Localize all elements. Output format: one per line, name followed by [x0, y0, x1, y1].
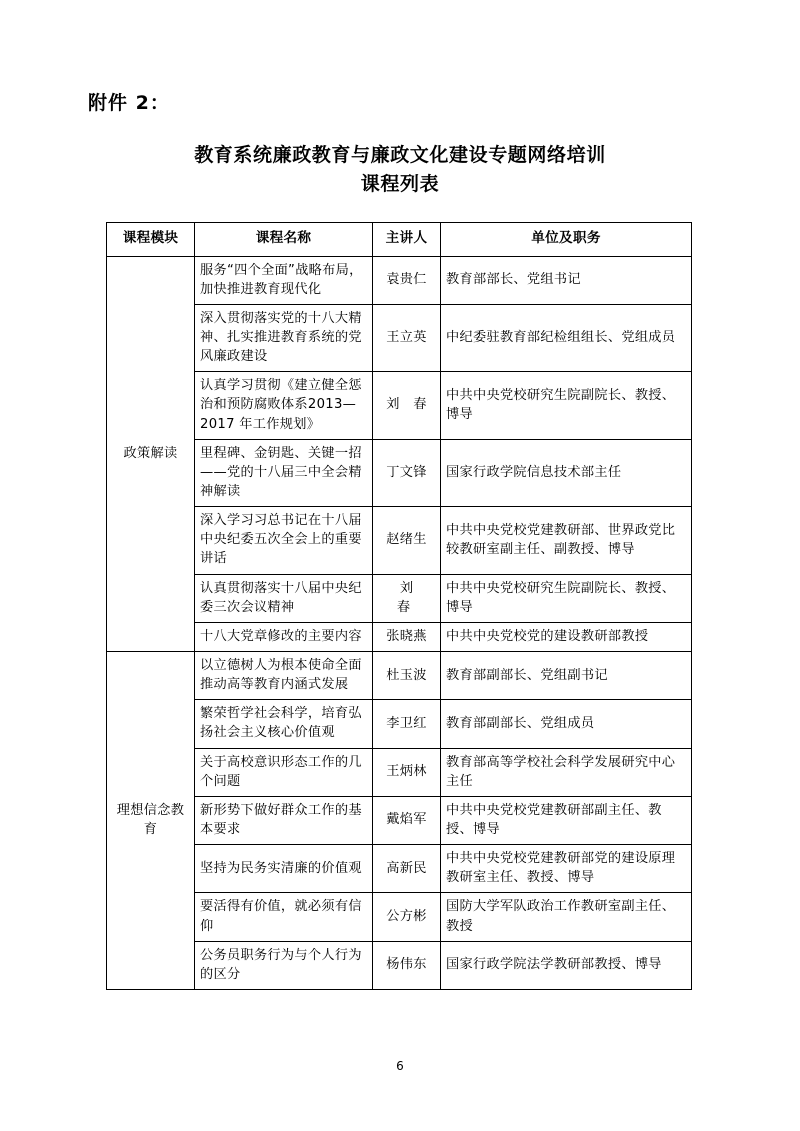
table-row: [107, 304, 692, 371]
speaker-cell: 袁贵仁: [373, 256, 441, 304]
unit-cell: 中共中央党校党的建设教研部教授: [441, 622, 692, 651]
speaker-cell: 戴焰军: [373, 796, 441, 844]
table-row: [107, 748, 692, 796]
table-row: [107, 845, 692, 893]
course-name-cell: 深入贯彻落实党的十八大精神、扎实推进教育系统的党风廉政建设: [195, 304, 373, 371]
speaker-cell: 杨伟东: [373, 941, 441, 989]
course-name-cell: 坚持为民务实清廉的价值观: [195, 845, 373, 893]
unit-cell: 中共中央党校党建教研部副主任、教授、博导: [441, 796, 692, 844]
column-header-unit: 单位及职务: [441, 222, 692, 256]
course-name-cell: 服务“四个全面”战略布局，加快推进教育现代化: [195, 256, 373, 304]
speaker-cell: 赵绪生: [373, 507, 441, 574]
speaker-cell: 李卫红: [373, 700, 441, 748]
course-name-cell: 要活得有价值，就必须有信仰: [195, 893, 373, 941]
course-name-cell: 深入学习习总书记在十八届中央纪委五次全会上的重要讲话: [195, 507, 373, 574]
unit-cell: 国家行政学院法学教研部教授、博导: [441, 941, 692, 989]
table-header-row: [107, 222, 692, 256]
table-row: [107, 372, 692, 439]
unit-cell: 教育部副部长、党组成员: [441, 700, 692, 748]
unit-cell: 中共中央党校研究生院副院长、教授、博导: [441, 372, 692, 439]
module-cell: 政策解读: [107, 256, 195, 651]
table-row: [107, 651, 692, 699]
module-cell: 理想信念教育: [107, 651, 195, 989]
page-title-line2: 课程列表: [360, 173, 440, 196]
table-row: [107, 256, 692, 304]
speaker-cell: 公方彬: [373, 893, 441, 941]
table-row: [107, 622, 692, 651]
unit-cell: 中共中央党校党建教研部、世界政党比较教研室副主任、副教授、博导: [441, 507, 692, 574]
unit-cell: 国防大学军队政治工作教研室副主任、教授: [441, 893, 692, 941]
speaker-cell: 杜玉波: [373, 651, 441, 699]
unit-cell: 国家行政学院信息技术部主任: [441, 439, 692, 506]
column-header-speaker: 主讲人: [373, 222, 441, 256]
speaker-cell: 丁文锋: [373, 439, 441, 506]
course-name-cell: 认真贯彻落实十八届中央纪委三次会议精神: [195, 574, 373, 622]
table-row: [107, 893, 692, 941]
course-name-cell: 公务员职务行为与个人行为的区分: [195, 941, 373, 989]
course-name-cell: 以立德树人为根本使命全面推动高等教育内涵式发展: [195, 651, 373, 699]
course-name-cell: 新形势下做好群众工作的基本要求: [195, 796, 373, 844]
course-name-cell: 繁荣哲学社会科学，培育弘扬社会主义核心价值观: [195, 700, 373, 748]
column-header-module: 课程模块: [107, 222, 195, 256]
page-title: [88, 141, 730, 200]
speaker-cell: 王炳林: [373, 748, 441, 796]
course-name-cell: 里程碑、金钥匙、关键一招——党的十八届三中全会精神解读: [195, 439, 373, 506]
table-row: [107, 796, 692, 844]
table-row: [107, 574, 692, 622]
table-row: [107, 941, 692, 989]
speaker-cell: 刘 春: [373, 574, 441, 622]
unit-cell: 中共中央党校研究生院副院长、教授、博导: [441, 574, 692, 622]
course-table: [106, 222, 692, 990]
speaker-cell: 王立英: [373, 304, 441, 371]
speaker-cell: 刘 春: [373, 372, 441, 439]
speaker-cell: 张晓燕: [373, 622, 441, 651]
unit-cell: 教育部部长、党组书记: [441, 256, 692, 304]
unit-cell: 教育部高等学校社会科学发展研究中心主任: [441, 748, 692, 796]
table-row: [107, 439, 692, 506]
page-number: 6: [396, 1059, 404, 1073]
page-title-line1: 教育系统廉政教育与廉政文化建设专题网络培训: [194, 144, 606, 166]
table-row: [107, 507, 692, 574]
unit-cell: 教育部副部长、党组副书记: [441, 651, 692, 699]
speaker-cell: 高新民: [373, 845, 441, 893]
attachment-label: 附件 2：: [88, 92, 170, 114]
course-name-cell: 十八大党章修改的主要内容: [195, 622, 373, 651]
unit-cell: 中纪委驻教育部纪检组组长、党组成员: [441, 304, 692, 371]
course-name-cell: 关于高校意识形态工作的几个问题: [195, 748, 373, 796]
table-row: [107, 700, 692, 748]
unit-cell: 中共中央党校党建教研部党的建设原理教研室主任、教授、博导: [441, 845, 692, 893]
column-header-name: 课程名称: [195, 222, 373, 256]
course-name-cell: 认真学习贯彻《建立健全惩治和预防腐败体系2013—2017 年工作规划》: [195, 372, 373, 439]
